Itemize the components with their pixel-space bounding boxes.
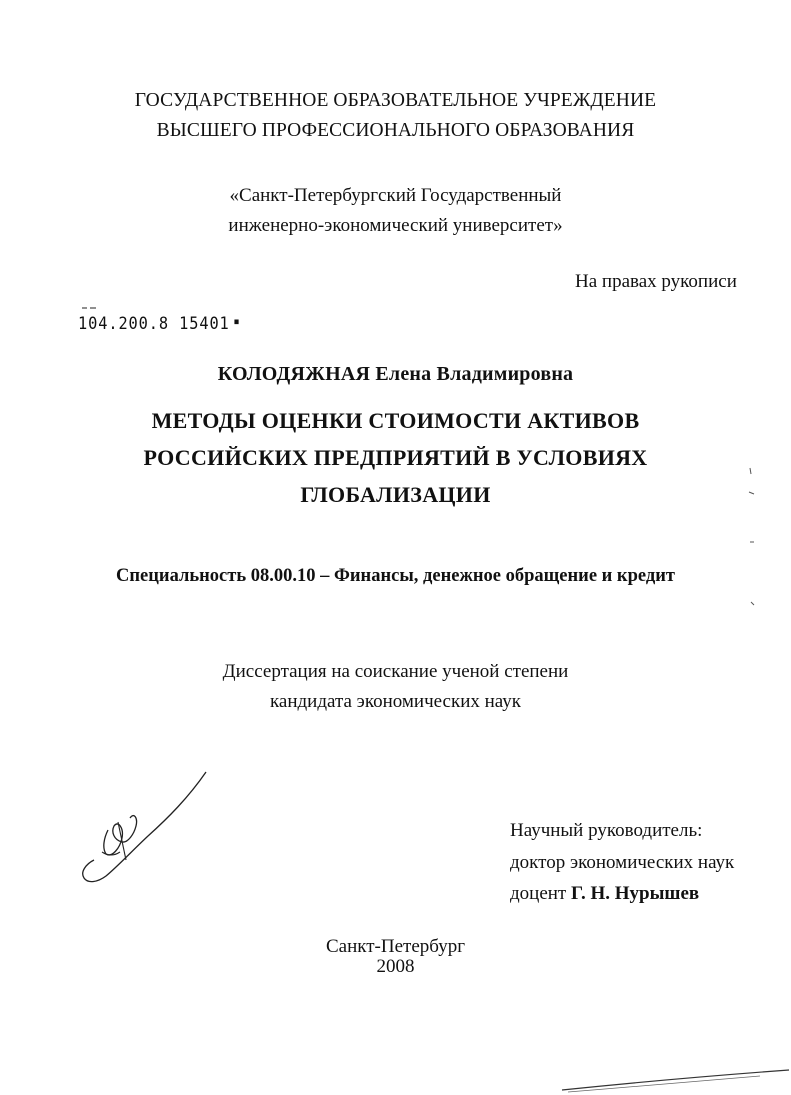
specialty: Специальность 08.00.10 – Финансы, денежное обращение и кредит (116, 566, 675, 586)
rights-note: На правах рукописи (575, 271, 737, 292)
university-line-1: «Санкт-Петербургский Государственный (229, 185, 562, 206)
barcode-dash-marks (80, 305, 100, 311)
dissertation-line-2: кандидата экономических наук (269, 691, 522, 712)
catalog-number (78, 314, 241, 334)
ministry-line-2: ВЫСШЕГО ПРОФЕССИОНАЛЬНОГО ОБРАЗОВАНИЯ (156, 120, 635, 141)
author-name: КОЛОДЯЖНАЯ Елена Владимировна (217, 363, 574, 385)
supervisor-label: Научный руководитель: (510, 820, 703, 841)
university-line-2: инженерно-экономический университет» (228, 215, 563, 236)
title-line-2: РОССИЙСКИХ ПРЕДПРИЯТИЙ В УСЛОВИЯХ (143, 445, 648, 470)
ministry-line-1: ГОСУДАРСТВЕННОЕ ОБРАЗОВАТЕЛЬНОЕ УЧРЕЖДЕНИЕ (134, 90, 657, 111)
title-line-1: МЕТОДЫ ОЦЕНКИ СТОИМОСТИ АКТИВОВ (151, 408, 640, 433)
margin-scan-marks (740, 460, 770, 620)
supervisor-degree: доктор экономических наук (510, 852, 735, 873)
catalog-number-text: 104.200.8 15401 (78, 314, 230, 334)
supervisor-name: Г. Н. Нурышев (571, 883, 700, 904)
footer-year: 2008 (376, 956, 415, 977)
supervisor-rank-name (510, 883, 699, 905)
footer-city: Санкт-Петербург (325, 936, 465, 957)
signature-icon (78, 768, 213, 886)
scan-edge-line (560, 1062, 791, 1095)
catalog-dot-mark: ▪ (233, 314, 241, 328)
title-line-3: ГЛОБАЛИЗАЦИИ (300, 482, 491, 507)
supervisor-rank: доцент (510, 883, 567, 904)
dissertation-line-1: Диссертация на соискание ученой степени (222, 661, 569, 682)
